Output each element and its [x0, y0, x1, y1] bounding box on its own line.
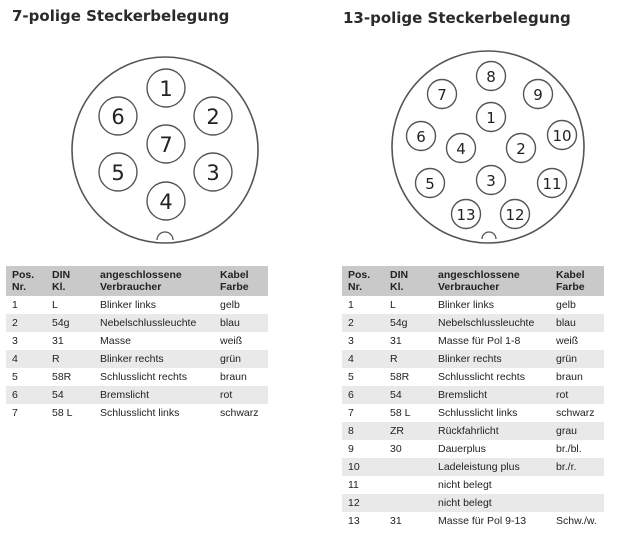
cell-din: L	[384, 296, 432, 314]
cell-pos: 13	[342, 512, 384, 530]
cell-consumer: Blinker links	[432, 296, 550, 314]
col-din: DIN Kl.	[46, 266, 94, 296]
cell-cable: blau	[550, 314, 604, 332]
cell-pos: 1	[342, 296, 384, 314]
cell-pos: 7	[342, 404, 384, 422]
col-consumer: angeschlossene Verbraucher	[432, 266, 550, 296]
table-row	[6, 296, 268, 314]
cell-pos: 7	[6, 404, 46, 422]
cell-pos: 8	[342, 422, 384, 440]
cell-consumer: Schlusslicht links	[432, 404, 550, 422]
col-pos: Pos. Nr.	[6, 266, 46, 296]
table-row	[342, 368, 604, 386]
p13-pin-label-2: 2	[516, 140, 526, 158]
cell-cable: gelb	[550, 296, 604, 314]
table-row	[6, 350, 268, 368]
table-row	[342, 314, 604, 332]
cell-cable: rot	[214, 386, 268, 404]
table-row	[342, 476, 604, 494]
table-row	[6, 314, 268, 332]
cell-consumer: Blinker rechts	[432, 350, 550, 368]
cell-cable: Schw./w.	[550, 512, 604, 530]
p7-pin-label-4: 4	[159, 190, 173, 214]
cell-cable: schwarz	[214, 404, 268, 422]
cell-consumer: nicht belegt	[432, 476, 550, 494]
table-row	[6, 386, 268, 404]
cell-din: R	[384, 350, 432, 368]
cell-pos: 1	[6, 296, 46, 314]
cell-din	[384, 476, 432, 494]
cell-pos: 10	[342, 458, 384, 476]
cell-pos: 4	[342, 350, 384, 368]
p13-pin-label-4: 4	[456, 140, 466, 158]
cell-pos: 5	[342, 368, 384, 386]
cell-cable: br./bl.	[550, 440, 604, 458]
cell-consumer: Masse für Pol 1-8	[432, 332, 550, 350]
cell-pos: 3	[6, 332, 46, 350]
cell-cable: grau	[550, 422, 604, 440]
table-header	[6, 266, 268, 296]
cell-din: 31	[384, 332, 432, 350]
cell-din: ZR	[384, 422, 432, 440]
cell-pos: 11	[342, 476, 384, 494]
cell-cable: braun	[550, 368, 604, 386]
table-row	[6, 368, 268, 386]
table-row	[342, 458, 604, 476]
cell-consumer: Blinker links	[94, 296, 214, 314]
p13-pin-label-13: 13	[456, 206, 476, 224]
p7-pin-label-6: 6	[111, 105, 125, 129]
cell-pos: 6	[342, 386, 384, 404]
p13-pin-label-1: 1	[486, 109, 496, 127]
cell-pos: 4	[6, 350, 46, 368]
p13-pin-label-8: 8	[486, 68, 496, 86]
cell-din: 58 L	[384, 404, 432, 422]
table-header	[342, 266, 604, 296]
p7-pin-label-5: 5	[111, 161, 125, 185]
cell-cable: blau	[214, 314, 268, 332]
cell-pos: 2	[6, 314, 46, 332]
col-pos: Pos. Nr.	[342, 266, 384, 296]
cell-pos: 3	[342, 332, 384, 350]
cell-pos: 2	[342, 314, 384, 332]
cell-cable: braun	[214, 368, 268, 386]
p13-pin-label-9: 9	[533, 86, 543, 104]
cell-consumer: Blinker rechts	[94, 350, 214, 368]
cell-din: 54	[384, 386, 432, 404]
pin-table-13	[342, 266, 604, 530]
cell-pos: 6	[6, 386, 46, 404]
table-row	[342, 350, 604, 368]
p7-pin-label-2: 2	[206, 105, 220, 129]
cell-consumer: Nebelschlussleuchte	[94, 314, 214, 332]
p13-pin-label-7: 7	[437, 86, 447, 104]
table-row	[342, 512, 604, 530]
table-row	[342, 422, 604, 440]
cell-din	[384, 458, 432, 476]
cell-cable	[550, 476, 604, 494]
cell-din: 58R	[46, 368, 94, 386]
cell-din: L	[46, 296, 94, 314]
cell-cable: rot	[550, 386, 604, 404]
cell-consumer: Schlusslicht rechts	[432, 368, 550, 386]
cell-consumer: Bremslicht	[432, 386, 550, 404]
cell-cable: grün	[214, 350, 268, 368]
p7-pin-label-3: 3	[206, 161, 220, 185]
cell-din: R	[46, 350, 94, 368]
col-cable: Kabel Farbe	[550, 266, 604, 296]
cell-cable: weiß	[214, 332, 268, 350]
table-row	[342, 494, 604, 512]
p13-pin-label-6: 6	[416, 128, 426, 146]
cell-consumer: Schlusslicht links	[94, 404, 214, 422]
cell-consumer: Rückfahrlicht	[432, 422, 550, 440]
cell-din: 58R	[384, 368, 432, 386]
p7-pin-label-1: 1	[159, 77, 173, 101]
p13-pin-label-12: 12	[505, 206, 525, 224]
col-cable: Kabel Farbe	[214, 266, 268, 296]
p13-pin-label-3: 3	[486, 172, 496, 190]
pin-table-7	[6, 266, 268, 422]
cell-pos: 12	[342, 494, 384, 512]
table-row	[342, 296, 604, 314]
cell-din: 31	[384, 512, 432, 530]
connector-diagrams	[0, 0, 620, 260]
p7-pin-label-7: 7	[159, 133, 173, 157]
cell-cable: br./r.	[550, 458, 604, 476]
cell-pos: 9	[342, 440, 384, 458]
cell-cable: weiß	[550, 332, 604, 350]
table-row	[6, 404, 268, 422]
connector-7-pin	[72, 57, 258, 243]
table-row	[6, 332, 268, 350]
table-row	[342, 332, 604, 350]
col-consumer: angeschlossene Verbraucher	[94, 266, 214, 296]
cell-din: 30	[384, 440, 432, 458]
cell-pos: 5	[6, 368, 46, 386]
cell-consumer: Ladeleistung plus	[432, 458, 550, 476]
cell-din: 54	[46, 386, 94, 404]
table-row	[342, 386, 604, 404]
p13-pin-label-5: 5	[425, 175, 435, 193]
cell-consumer: Dauerplus	[432, 440, 550, 458]
cell-din: 54g	[384, 314, 432, 332]
p13-pin-label-10: 10	[552, 127, 572, 145]
cell-consumer: Masse für Pol 9-13	[432, 512, 550, 530]
cell-din	[384, 494, 432, 512]
cell-consumer: Masse	[94, 332, 214, 350]
title-13-pin: 13-polige Steckerbelegung	[343, 9, 571, 27]
cell-din: 54g	[46, 314, 94, 332]
cell-consumer: nicht belegt	[432, 494, 550, 512]
cell-cable: gelb	[214, 296, 268, 314]
connector-13-pin	[392, 51, 584, 243]
cell-din: 31	[46, 332, 94, 350]
cell-cable: grün	[550, 350, 604, 368]
title-7-pin: 7-polige Steckerbelegung	[12, 7, 230, 25]
cell-consumer: Schlusslicht rechts	[94, 368, 214, 386]
table-row	[342, 440, 604, 458]
cell-consumer: Bremslicht	[94, 386, 214, 404]
p13-pin-label-11: 11	[542, 175, 562, 193]
col-din: DIN Kl.	[384, 266, 432, 296]
cell-cable: schwarz	[550, 404, 604, 422]
cell-cable	[550, 494, 604, 512]
table-row	[342, 404, 604, 422]
cell-consumer: Nebelschlussleuchte	[432, 314, 550, 332]
cell-din: 58 L	[46, 404, 94, 422]
